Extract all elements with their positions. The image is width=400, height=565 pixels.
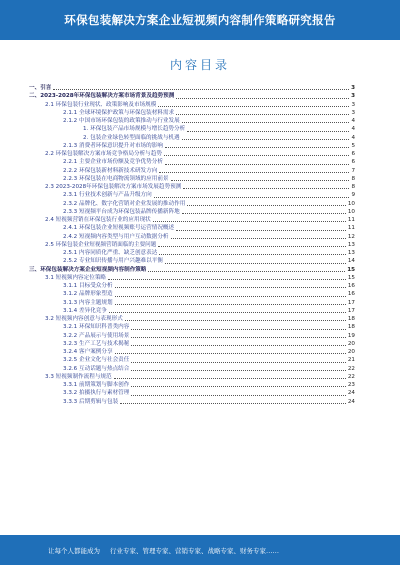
toc-entry[interactable] — [23, 117, 355, 125]
toc-entry-title: 2.1.2 中国市场环保包装的政策推动与行业发展 — [63, 118, 180, 124]
dot-leader — [154, 197, 350, 198]
dot-leader — [159, 172, 349, 173]
toc-entry-title: 3.2.1 环保知识科普类内容 — [63, 324, 130, 331]
toc-entry[interactable] — [23, 323, 355, 331]
toc-entry-title: 2.2.1 主要企业市场份额及竞争优势分析 — [63, 159, 163, 166]
toc-entry-title: 3.1.4 差异化竞争 — [63, 307, 107, 314]
toc-entry-page: 15 — [347, 274, 355, 281]
toc-entry[interactable] — [23, 208, 355, 216]
dot-leader — [182, 122, 350, 123]
toc-entry-title: 3.2 短视频内容创意与表现形式 — [45, 316, 123, 322]
toc-entry-page: 19 — [347, 332, 355, 339]
toc-entry-title: 3.1.1 目标受众分析 — [63, 283, 113, 289]
dot-leader — [176, 98, 349, 99]
dot-leader — [165, 164, 350, 165]
dot-leader — [115, 353, 346, 354]
toc-entry-page: 16 — [347, 291, 355, 298]
header-banner — [0, 0, 400, 40]
toc-entry-title: 1. 环保包装产品市场规模与增长趋势分析 — [83, 126, 186, 133]
toc-entry-page: 14 — [347, 258, 355, 265]
toc-entry-title: 2.4.1 环保包装企业短视频账号运营情况概述 — [63, 225, 175, 232]
toc-entry-page: 6 — [351, 159, 355, 166]
dot-leader — [131, 370, 346, 371]
toc-entry[interactable] — [23, 101, 355, 109]
dot-leader — [115, 296, 346, 297]
toc-entry-page: 16 — [347, 283, 355, 289]
toc-entry[interactable] — [23, 183, 355, 191]
toc-entry-title: 3.2.4 客户案例分享 — [63, 349, 113, 355]
toc-entry-title: 2.5.1 内容同质化严重、缺乏创意表达 — [63, 250, 158, 256]
toc-entry[interactable] — [23, 340, 355, 348]
toc-entry-page: 23 — [347, 382, 355, 388]
toc-entry-page: 3 — [351, 85, 355, 91]
toc-entry-page: 10 — [347, 200, 355, 207]
toc-entry-page: 13 — [347, 241, 355, 248]
toc-entry[interactable] — [23, 315, 355, 323]
toc-entry-title: 2.1.1 全球环境保护政策与环保包装材料需求 — [63, 109, 175, 116]
toc-entry-page: 5 — [351, 142, 355, 149]
toc-entry[interactable] — [23, 249, 355, 257]
dot-leader — [159, 254, 346, 255]
toc-entry-page: 20 — [347, 349, 355, 355]
toc-entry-title: 二、2023-2028年环保包装解决方案市场背景及趋势预测 — [29, 93, 175, 100]
dot-leader — [114, 378, 346, 379]
dot-leader — [171, 180, 350, 181]
toc-entry-page: 8 — [351, 184, 355, 190]
toc-entry-page: 20 — [347, 340, 355, 347]
dot-leader — [153, 221, 346, 222]
toc-entry[interactable] — [23, 266, 355, 274]
toc-entry[interactable] — [23, 200, 355, 208]
toc-entry-page: 4 — [351, 118, 355, 124]
toc-entry-title: 2.1 环保包装行业现状、政策影响及市场规模 — [45, 101, 157, 108]
dot-leader — [131, 337, 346, 338]
toc-entry-page: 13 — [347, 250, 355, 256]
toc-entry-title: 2.3.2 品牌化、数字化营销对企业发展的推动作用 — [63, 200, 186, 207]
toc-entry[interactable] — [23, 142, 355, 150]
dot-leader — [131, 329, 346, 330]
table-of-contents — [23, 84, 355, 406]
dot-leader — [125, 320, 346, 321]
toc-entry-page: 6 — [351, 151, 355, 157]
toc-entry[interactable] — [23, 398, 355, 406]
toc-entry-page: 22 — [347, 365, 355, 372]
dot-leader — [165, 147, 350, 148]
toc-entry-page: 4 — [351, 134, 355, 141]
dot-leader — [171, 238, 346, 239]
dot-leader — [108, 279, 346, 280]
footer-banner — [0, 535, 400, 565]
toc-entry[interactable] — [23, 389, 355, 397]
toc-entry[interactable] — [23, 92, 355, 100]
toc-entry[interactable] — [23, 356, 355, 364]
toc-heading: 内容目录 — [169, 58, 230, 72]
dot-leader — [131, 386, 346, 387]
toc-entry-page: 22 — [347, 373, 355, 380]
dot-leader — [115, 287, 346, 288]
dot-leader — [182, 213, 346, 214]
toc-entry-page: 24 — [347, 398, 355, 405]
toc-entry-title: 3.3 短视频制作流程与规范 — [45, 373, 112, 380]
toc-entry[interactable] — [23, 84, 355, 92]
toc-entry-title: 2.2.2 环保包装新材料新技术研发方向 — [63, 167, 158, 174]
toc-entry-page: 8 — [351, 175, 355, 182]
toc-entry[interactable] — [23, 290, 355, 298]
toc-entry[interactable] — [23, 365, 355, 373]
toc-entry-page: 15 — [347, 266, 355, 273]
dot-leader — [164, 155, 349, 156]
toc-entry[interactable] — [23, 216, 355, 224]
toc-entry-title: 一、引言 — [29, 85, 52, 91]
toc-entry-title: 3.2.6 互动话题与热点结合 — [63, 365, 130, 372]
dot-leader — [187, 131, 349, 132]
toc-entry[interactable] — [23, 241, 355, 249]
toc-entry[interactable] — [23, 150, 355, 158]
toc-entry-title: 三、环保包装解决方案企业短视频内容制作策略 — [29, 266, 147, 273]
footer-tags: 行业专家、管理专家、营销专家、战略专家、财务专家…… — [110, 546, 279, 555]
toc-entry[interactable] — [23, 134, 355, 142]
toc-entry-page: 3 — [351, 93, 355, 100]
toc-entry-title: 2.2 环保包装解决方案市场竞争格局分析与趋势 — [45, 151, 162, 157]
toc-entry-page: 3 — [351, 101, 355, 108]
dot-leader — [187, 205, 346, 206]
toc-entry-title: 3.2.2 产品展示与使用场景 — [63, 332, 130, 339]
toc-entry[interactable] — [23, 191, 355, 199]
toc-entry[interactable] — [23, 381, 355, 389]
dot-leader — [165, 263, 346, 264]
toc-entry-title: 2.4 短视频营销在环保包装行业的应用现状 — [45, 217, 151, 223]
report-title: 环保包装解决方案企业短视频内容制作策略研究报告 — [64, 13, 336, 27]
toc-entry-page: 10 — [347, 208, 355, 215]
dot-leader — [176, 114, 349, 115]
toc-entry-title: 3.3.2 拍摄执行与素材管理 — [63, 390, 130, 397]
toc-entry[interactable] — [23, 257, 355, 265]
toc-entry[interactable] — [23, 167, 355, 175]
dot-leader — [131, 345, 346, 346]
toc-entry-page: 18 — [347, 324, 355, 331]
toc-entry[interactable] — [23, 109, 355, 117]
toc-entry[interactable] — [23, 125, 355, 133]
toc-entry[interactable] — [23, 282, 355, 290]
dot-leader — [120, 403, 346, 404]
toc-entry[interactable] — [23, 158, 355, 166]
toc-entry-title: 2.5 环保包装企业短视频营销面临的主要问题 — [45, 241, 157, 248]
dot-leader — [183, 188, 349, 189]
toc-entry-title: 3.2.3 生产工艺与技术揭秘 — [63, 340, 130, 347]
toc-entry-title: 2.3.1 行业技术创新与产品升级方向 — [63, 192, 152, 199]
toc-entry-title: 2. 包装企业绿色转型面临的挑战与机遇 — [83, 134, 180, 141]
toc-entry-title: 3.3.3 后期剪辑与包装 — [63, 398, 119, 405]
toc-entry-page: 18 — [347, 316, 355, 322]
toc-entry[interactable] — [23, 348, 355, 356]
dot-leader — [115, 304, 346, 305]
toc-entry[interactable] — [23, 175, 355, 183]
toc-entry-page: 12 — [347, 233, 355, 240]
toc-entry-title: 3.3.1 前期策划与脚本创作 — [63, 382, 130, 388]
toc-entry-page: 11 — [347, 217, 355, 223]
toc-entry[interactable] — [23, 274, 355, 282]
toc-entry-title: 2.4.2 短视频内容类型与用户互动数据分析 — [63, 233, 169, 240]
toc-entry-page: 17 — [347, 307, 355, 314]
toc-entry[interactable] — [23, 373, 355, 381]
dot-leader — [182, 139, 350, 140]
toc-entry-page: 3 — [351, 109, 355, 116]
toc-entry-title: 3.1.3 内容主题规划 — [63, 299, 113, 306]
toc-entry-page: 9 — [351, 192, 355, 199]
toc-entry-title: 3.2.5 企业文化与社会责任 — [63, 357, 130, 364]
toc-entry[interactable] — [23, 299, 355, 307]
toc-entry-page: 4 — [351, 126, 355, 133]
toc-entry-page: 17 — [347, 299, 355, 306]
footer-slogan: 让每个人都能成为 — [48, 546, 100, 555]
toc-entry[interactable] — [23, 307, 355, 315]
toc-entry-title: 2.5.2 专业知识传播与用户兴趣难以平衡 — [63, 258, 163, 265]
toc-entry-page: 21 — [347, 357, 355, 364]
dot-leader — [158, 106, 349, 107]
toc-entry-title: 2.3 2023-2028年环保包装解决方案市场发展趋势预测 — [45, 184, 182, 190]
dot-leader — [158, 246, 346, 247]
toc-entry-title: 2.2.3 环保包装在电商物流领域的应用前景 — [63, 175, 169, 182]
toc-entry[interactable] — [23, 233, 355, 241]
toc-entry-title: 3.1.2 品牌形象塑造 — [63, 291, 113, 298]
dot-leader — [131, 395, 346, 396]
toc-entry-page: 7 — [351, 167, 355, 174]
toc-entry-page: 11 — [347, 225, 355, 232]
dot-leader — [148, 271, 345, 272]
toc-entry[interactable] — [23, 332, 355, 340]
dot-leader — [176, 230, 346, 231]
toc-entry[interactable] — [23, 224, 355, 232]
toc-entry-title: 2.1.3 消费者环保意识提升对市场的影响 — [63, 142, 163, 149]
dot-leader — [109, 312, 346, 313]
toc-entry-title: 2.3.3 短视频平台成为环保包装品牌传播新阵地 — [63, 208, 180, 215]
dot-leader — [131, 362, 346, 363]
dot-leader — [53, 89, 349, 90]
toc-entry-page: 24 — [347, 390, 355, 397]
toc-entry-title: 3.1 短视频内容定位策略 — [45, 274, 107, 281]
